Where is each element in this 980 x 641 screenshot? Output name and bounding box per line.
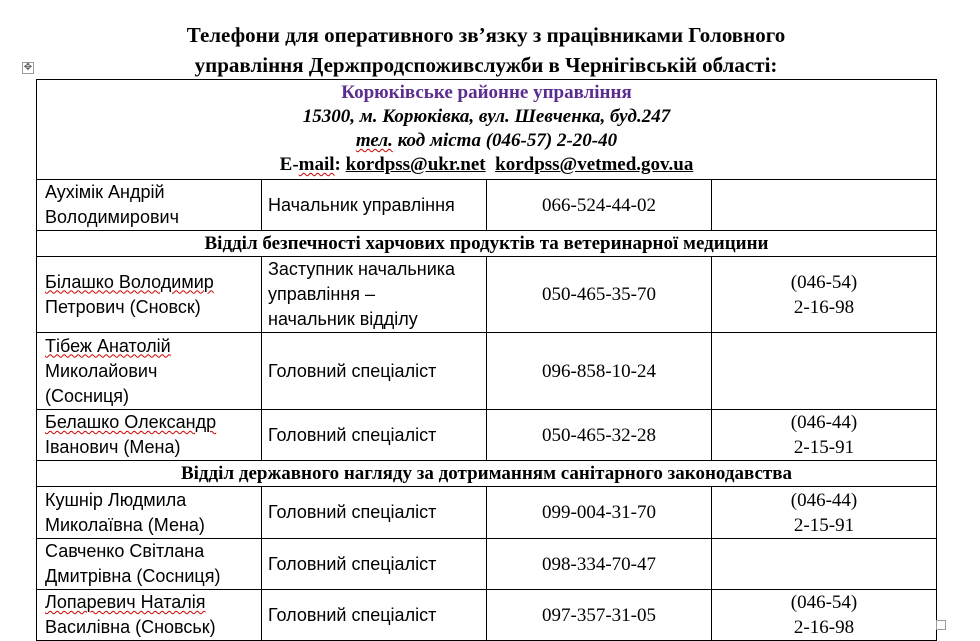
office-name: Корюківське районне управління bbox=[341, 82, 632, 103]
name-line: Аухімік Андрій bbox=[45, 182, 165, 202]
table-row bbox=[37, 180, 937, 231]
landline-line: 2-15-91 bbox=[793, 514, 855, 536]
section-row bbox=[37, 461, 937, 487]
landline-line: (046-44) bbox=[790, 412, 858, 433]
name-line: Савченко Світлана bbox=[45, 541, 205, 561]
staff-mobile: 097-357-31-05 bbox=[487, 590, 712, 641]
surname-spellcheck: Белашко Олександр bbox=[45, 412, 217, 432]
title-line-1: Телефони для оперативного зв’язку з працівниками Головного bbox=[186, 23, 786, 47]
page-title bbox=[36, 20, 936, 80]
staff-mobile: 066-524-44-02 bbox=[487, 180, 712, 231]
office-header-row bbox=[37, 80, 937, 180]
email-separator bbox=[486, 154, 496, 175]
table-row bbox=[37, 333, 937, 410]
landline-line: (046-44) bbox=[790, 489, 858, 511]
surname-spellcheck: Білашко Володимир bbox=[45, 271, 214, 292]
staff-landline bbox=[712, 257, 937, 333]
section-title: Відділ безпечності харчових продуктів та ветеринарної медицини bbox=[37, 231, 937, 257]
name-line: Дмитрівна (Сосниця) bbox=[45, 566, 221, 586]
table-row bbox=[37, 410, 937, 461]
table-resize-handle-icon[interactable] bbox=[936, 620, 946, 630]
surname-spellcheck: Тібеж Анатолій bbox=[45, 335, 171, 356]
contacts-table bbox=[36, 79, 937, 641]
landline-line: (046-54) bbox=[790, 592, 858, 613]
landline-line: 2-16-98 bbox=[793, 296, 855, 318]
office-header-cell bbox=[37, 80, 937, 180]
staff-position: Головний спеціаліст bbox=[262, 410, 487, 461]
staff-landline bbox=[712, 333, 937, 410]
staff-name bbox=[37, 410, 262, 461]
office-email bbox=[37, 153, 936, 177]
staff-name bbox=[37, 257, 262, 333]
landline-line: 2-16-98 bbox=[793, 617, 855, 638]
name-line: Миколайович bbox=[45, 360, 158, 381]
email-link-ukr[interactable]: kordpss@ukr.net bbox=[345, 154, 486, 175]
staff-position bbox=[262, 257, 487, 333]
table-row bbox=[37, 590, 937, 641]
staff-position: Головний спеціаліст bbox=[262, 487, 487, 539]
staff-mobile: 050-465-35-70 bbox=[487, 257, 712, 333]
office-phone bbox=[37, 129, 936, 153]
staff-name bbox=[37, 539, 262, 590]
section-title: Відділ державного нагляду за дотриманням санітарного законодавства bbox=[37, 461, 937, 487]
email-label-colon: : bbox=[334, 154, 346, 175]
staff-position: Головний спеціаліст bbox=[262, 590, 487, 641]
staff-mobile: 099-004-31-70 bbox=[487, 487, 712, 539]
office-phone-rest: код міста (046-57) 2-20-40 bbox=[392, 130, 618, 151]
staff-mobile: 096-858-10-24 bbox=[487, 333, 712, 410]
staff-mobile: 098-334-70-47 bbox=[487, 539, 712, 590]
staff-name bbox=[37, 487, 262, 539]
table-row bbox=[37, 257, 937, 333]
name-line: (Сосниця) bbox=[45, 385, 130, 406]
email-label-mail: mail bbox=[298, 154, 335, 175]
email-label-e: E- bbox=[279, 154, 299, 175]
table-row bbox=[37, 487, 937, 539]
staff-position: Начальник управління bbox=[262, 180, 487, 231]
staff-landline bbox=[712, 180, 937, 231]
name-line bbox=[45, 270, 255, 295]
table-row bbox=[37, 539, 937, 590]
staff-name bbox=[37, 590, 262, 641]
office-address: 15300, м. Корюківка, вул. Шевченка, буд.247 bbox=[302, 106, 671, 127]
staff-mobile: 050-465-32-28 bbox=[487, 410, 712, 461]
name-line: Іванович (Мена) bbox=[45, 437, 181, 457]
position-line: начальник відділу bbox=[268, 309, 418, 329]
name-line bbox=[45, 410, 255, 435]
landline-line: (046-54) bbox=[790, 271, 858, 293]
name-line bbox=[45, 590, 255, 615]
staff-landline bbox=[712, 539, 937, 590]
surname-spellcheck: Лопаревич Наталія bbox=[45, 592, 206, 612]
email-link-vetmed[interactable]: kordpss@vetmed.gov.ua bbox=[495, 154, 694, 175]
landline-line: 2-15-91 bbox=[793, 437, 855, 458]
name-line: Василівна (Сновськ) bbox=[45, 617, 216, 637]
table-move-handle-icon[interactable]: ✥ bbox=[23, 62, 33, 73]
name-line bbox=[45, 334, 255, 359]
staff-name bbox=[37, 333, 262, 410]
title-line-2: управління Держпродспоживслужби в Чернігівській області: bbox=[194, 53, 778, 77]
name-line: Володимирович bbox=[45, 207, 179, 227]
staff-landline bbox=[712, 487, 937, 539]
name-line: Петрович (Сновск) bbox=[45, 296, 201, 317]
section-row bbox=[37, 231, 937, 257]
staff-landline bbox=[712, 590, 937, 641]
staff-landline bbox=[712, 410, 937, 461]
office-phone-prefix: тел. bbox=[355, 130, 393, 151]
staff-position: Головний спеціаліст bbox=[262, 333, 487, 410]
name-line: Кушнір Людмила bbox=[45, 489, 187, 510]
staff-position: Головний спеціаліст bbox=[262, 539, 487, 590]
position-line: Заступник начальника управління – bbox=[268, 259, 456, 304]
staff-name bbox=[37, 180, 262, 231]
name-line: Миколаївна (Мена) bbox=[45, 514, 205, 535]
